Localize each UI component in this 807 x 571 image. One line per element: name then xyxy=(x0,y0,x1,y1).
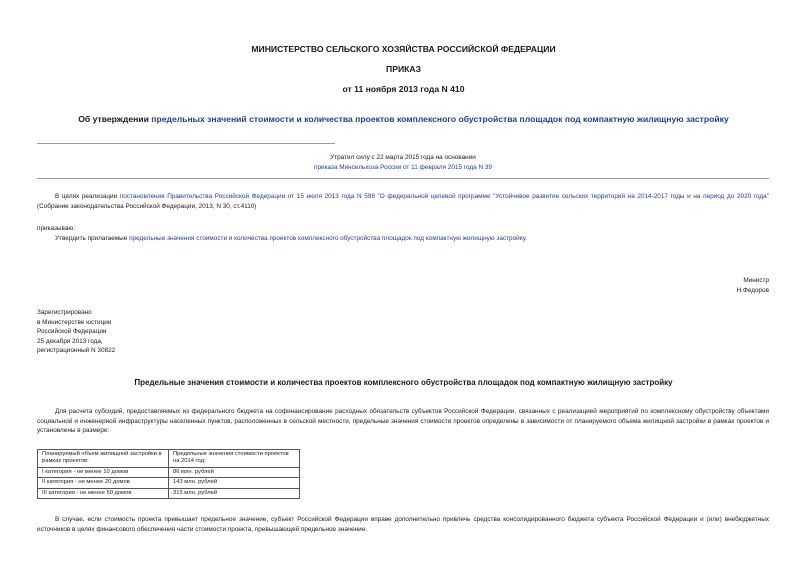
title-prefix: Об утверждении xyxy=(78,114,152,124)
document-title xyxy=(0,114,807,124)
registration-line: в Министерстве юстиции xyxy=(37,318,112,326)
order-paragraph xyxy=(55,234,769,244)
document-date-number: от 11 ноября 2013 года N 410 xyxy=(342,84,465,94)
divider-long xyxy=(37,178,769,179)
order-label: приказываю: xyxy=(37,225,75,232)
order-link[interactable]: предельные значения стоимости и количества проектов комплексного обустройства площадок под компактную жилищную застройку xyxy=(129,235,526,242)
table-cell: 143 млн. рублей xyxy=(169,478,300,488)
order-prefix: Утвердить прилагаемые xyxy=(55,235,130,242)
table-header-cell: Предельные значения стоимости проектов на 2014 год: xyxy=(169,450,300,468)
table-row xyxy=(38,478,300,488)
document-type: ПРИКАЗ xyxy=(386,64,421,74)
annex-intro: Для расчета субсидий, предоставляемых из федерального бюджета на софинансирование расходных обязательств субъектов Российской Федерации, связанных с реализацией мероприятий по комплексному обустройству объектами социальной и инженерной инфраструктуры населенных пунктов, расположенных в сельской местности, предельные значения стоимости проектов определены в зависимости от планируемого объема жилищной застройки в рамках проектов и установлены в размере: xyxy=(37,408,769,435)
preamble-suffix: (Собрание законодательства Российской Федерации, 2013, N 30, ст.4110) xyxy=(37,202,257,210)
table-cell: 86 млн. рублей xyxy=(169,467,300,477)
annex-closing: В случае, если стоимость проекта превышает предельное значение, субъект Российской Федерации вправе дополнительно привлечь средства консолидированного бюджета субъекта Российской Федерации и (или) внебюджетных источников в целях финансового обеспечения части стоимости проекта, превышающей предельное значение. xyxy=(37,516,769,533)
preamble-prefix: В целях реализации xyxy=(55,193,120,200)
table-cell: 315 млн. рублей xyxy=(169,488,300,498)
table-cell: I категория - не менее 10 домов xyxy=(38,467,169,477)
table-cell: III категория - не менее 50 домов xyxy=(38,488,169,498)
status-link[interactable]: приказа Минсельхоза России от 11 февраля 2015 года N 39 xyxy=(314,164,492,171)
limits-table xyxy=(37,449,300,499)
status-link-line xyxy=(37,163,769,173)
table-row xyxy=(38,488,300,498)
registration-line: регистрационный N 30822 xyxy=(37,347,116,355)
ministry-heading: МИНИСТЕРСТВО СЕЛЬСКОГО ХОЗЯЙСТВА РОССИЙСКОЙ ФЕДЕРАЦИИ xyxy=(251,44,556,54)
title-link[interactable]: предельных значений стоимости и количества проектов комплексного обустройства площадок под компактную жилищную застройку xyxy=(151,114,729,124)
registration-line: 25 декабря 2013 года, xyxy=(37,337,103,345)
preamble-link[interactable]: постановления Правительства Российской Федерации от 15 июля 2013 года N 598 "О федеральной целевой программе "Устойчивое развитие сельских территорий на 2014-2017 годы и на период до 2020 года" xyxy=(119,193,769,200)
status-line: Утратил силу с 22 марта 2015 года на основании xyxy=(330,154,476,161)
annex-title: Предельные значения стоимости и количества проектов комплексного обустройства площадок под компактную жилищную застройку xyxy=(134,378,673,387)
table-header-cell: Планируемый объем жилищной застройки в рамках проектов: xyxy=(38,450,169,468)
signature-position: Министр xyxy=(743,277,769,284)
table-header-row xyxy=(38,450,300,468)
preamble-paragraph xyxy=(37,192,769,211)
signature-name: Н.Федоров xyxy=(736,287,769,294)
table-cell: II категория - не менее 20 домов xyxy=(38,478,169,488)
registration-line: Зарегистрировано xyxy=(37,309,92,316)
registration-line: Российской Федерации xyxy=(37,328,107,336)
order-suffix: . xyxy=(525,235,527,242)
limits-table-wrap xyxy=(37,449,300,499)
table-row xyxy=(38,467,300,477)
registration-block xyxy=(37,308,115,356)
divider-short xyxy=(37,143,335,144)
